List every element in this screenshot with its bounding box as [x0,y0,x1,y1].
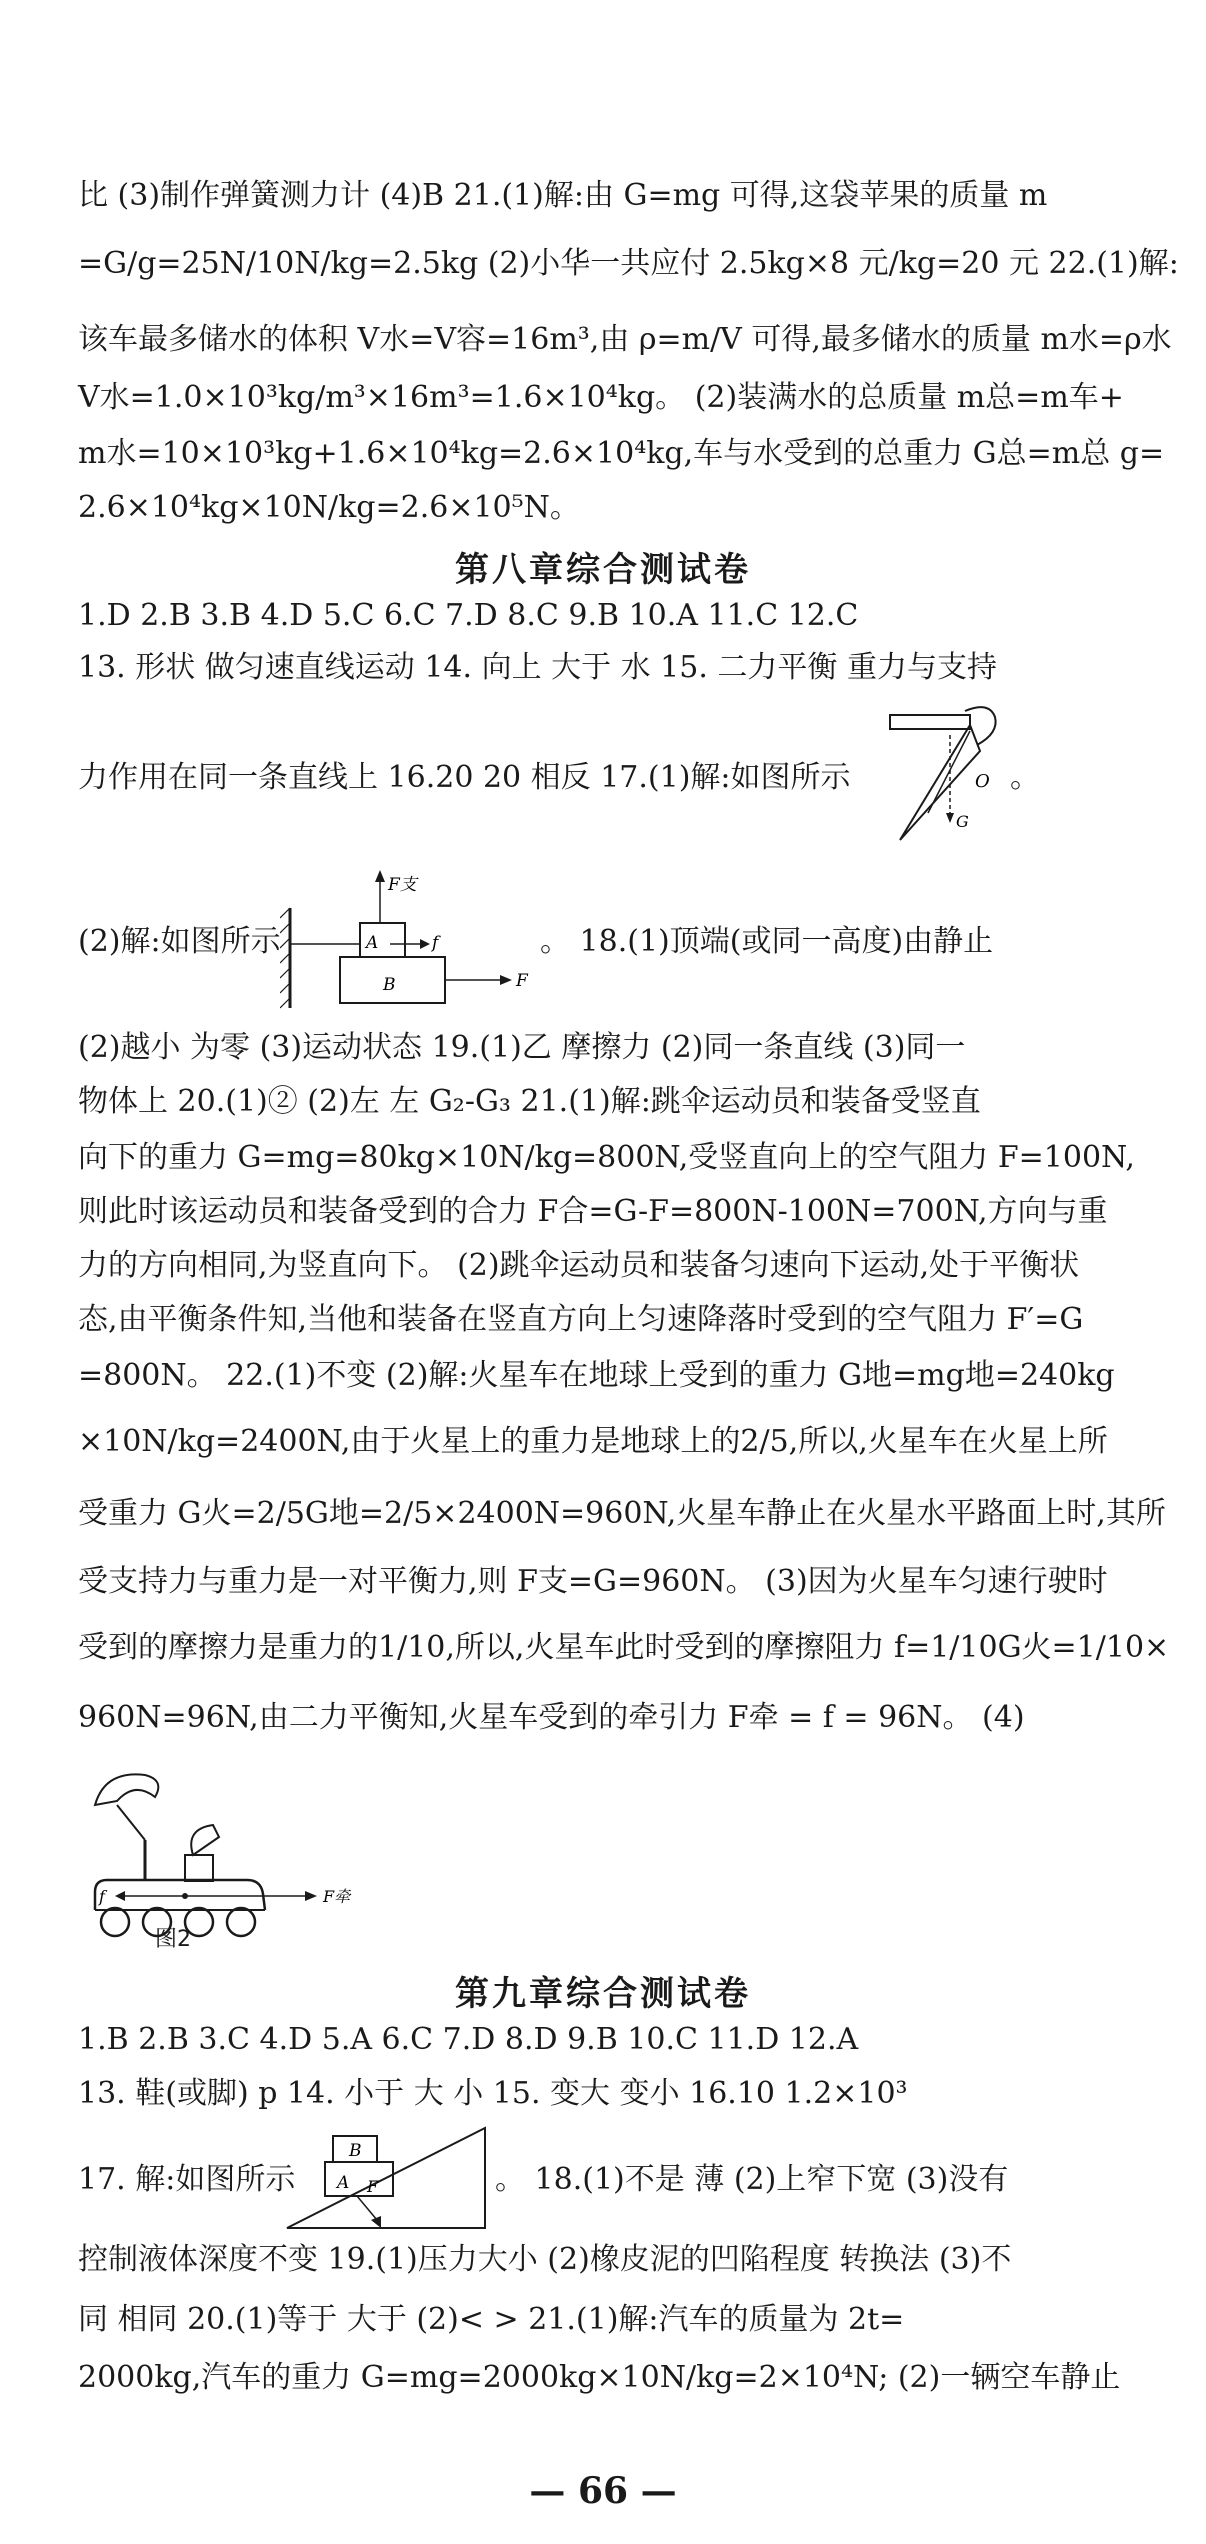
slope-label-A: A [337,2173,350,2193]
answer-line: 物体上 20.(1)② (2)左 左 G₂-G₃ 21.(1)解:跳伞运动员和装备受竖直 [78,1084,981,1119]
blocks-label-F: F [516,971,528,991]
answer-line: 1.B 2.B 3.C 4.D 5.A 6.C 7.D 8.D 9.B 10.C 11.D 12.A [78,2022,859,2057]
answer-line: 力作用在同一条直线上 16.20 20 相反 17.(1)解:如图所示 [78,760,851,795]
answer-line: 17. 解:如图所示 [78,2162,296,2197]
answer-line: 同 相同 20.(1)等于 大于 (2)< > 21.(1)解:汽车的质量为 2t= [78,2302,905,2337]
answer-line: (2)越小 为零 (3)运动状态 19.(1)乙 摩擦力 (2)同一条直线 (3)同一 [78,1030,966,1065]
slope-diagram [285,2120,490,2232]
answer-line: =800N。 22.(1)不变 (2)解:火星车在地球上受到的重力 G地=mg地=240kg [78,1358,1115,1393]
answer-line: 。 18.(1)不是 薄 (2)上窄下宽 (3)没有 [495,2162,1009,2197]
answer-line: (2)解:如图所示 [78,924,281,959]
answer-line: 则此时该运动员和装备受到的合力 F合=G-F=800N-100N=700N,方向与重 [78,1194,1108,1229]
answer-line: 960N=96N,由二力平衡知,火星车受到的牵引力 F牵 = f = 96N。 (4) [78,1700,1025,1735]
blocks-label-fz: F支 [388,875,417,895]
blocks-label-A: A [366,933,379,953]
text-line: m水=10×10³kg+1.6×10⁴kg=2.6×10⁴kg,车与水受到的总重力 G总=m总 g= [78,436,1165,471]
text-line: 2.6×10⁴kg×10N/kg=2.6×10⁵N。 [78,490,580,525]
rover-caption: 图2 [155,1927,191,1952]
rover-label-f: f [99,1887,105,1906]
blocks-diagram [280,868,550,1013]
lever-label-O: O [975,771,990,792]
text-line: 比 (3)制作弹簧测力计 (4)B 21.(1)解:由 G=mg 可得,这袋苹果的质量 m [78,178,1048,213]
answer-line: 受重力 G火=2/5G地=2/5×2400N=960N,火星车静止在火星水平路面上时,其所 [78,1496,1166,1531]
blocks-label-f: f [432,933,439,953]
chapter9-title: 第九章综合测试卷 [455,1974,751,2014]
answer-line: 1.D 2.B 3.B 4.D 5.C 6.C 7.D 8.C 9.B 10.A 11.C 12.C [78,598,859,633]
slope-label-F: F [367,2177,379,2196]
text-line: =G/g=25N/10N/kg=2.5kg (2)小华一共应付 2.5kg×8 元/kg=20 元 22.(1)解: [78,246,1179,281]
page-number: — 66 — [529,2470,677,2512]
blocks-label-B: B [383,975,396,995]
slope-label-B: B [349,2141,362,2161]
answer-line: 2000kg,汽车的重力 G=mg=2000kg×10N/kg=2×10⁴N; (2)一辆空车静止 [78,2360,1121,2395]
answer-line: 力的方向相同,为竖直向下。 (2)跳伞运动员和装备匀速向下运动,处于平衡状 [78,1248,1080,1283]
answer-line: 受支持力与重力是一对平衡力,则 F支=G=960N。 (3)因为火星车匀速行驶时 [78,1564,1108,1599]
text-line: 该车最多储水的体积 V水=V容=16m³,由 ρ=m/V 可得,最多储水的质量 m水=ρ水 [78,322,1172,357]
chapter8-title: 第八章综合测试卷 [455,550,751,590]
answer-line: 控制液体深度不变 19.(1)压力大小 (2)橡皮泥的凹陷程度 转换法 (3)不 [78,2242,1012,2277]
answer-line: 13. 鞋(或脚) p 14. 小于 大 小 15. 变大 变小 16.10 1.2×10³ [78,2076,908,2111]
answer-line: 态,由平衡条件知,当他和装备在竖直方向上匀速降落时受到的空气阻力 F′=G [78,1302,1084,1337]
answer-line: 。 [1010,760,1040,795]
answer-line: 。 18.(1)顶端(或同一高度)由静止 [540,924,994,959]
answer-line: ×10N/kg=2400N,由于火星上的重力是地球上的2/5,所以,火星车在火星上所 [78,1424,1108,1459]
lever-label-G: G [956,812,969,831]
answer-line: 向下的重力 G=mg=80kg×10N/kg=800N,受竖直向上的空气阻力 F=100N, [78,1140,1135,1175]
lever-diagram [870,695,1020,855]
answer-line: 13. 形状 做匀速直线运动 14. 向上 大于 水 15. 二力平衡 重力与支持 [78,650,997,685]
text-line: V水=1.0×10³kg/m³×16m³=1.6×10⁴kg。 (2)装满水的总质量 m总=m车+ [78,380,1124,415]
rover-label-fq: F牵 [323,1887,351,1906]
answer-line: 受到的摩擦力是重力的1/10,所以,火星车此时受到的摩擦阻力 f=1/10G火=1/10× [78,1630,1170,1665]
